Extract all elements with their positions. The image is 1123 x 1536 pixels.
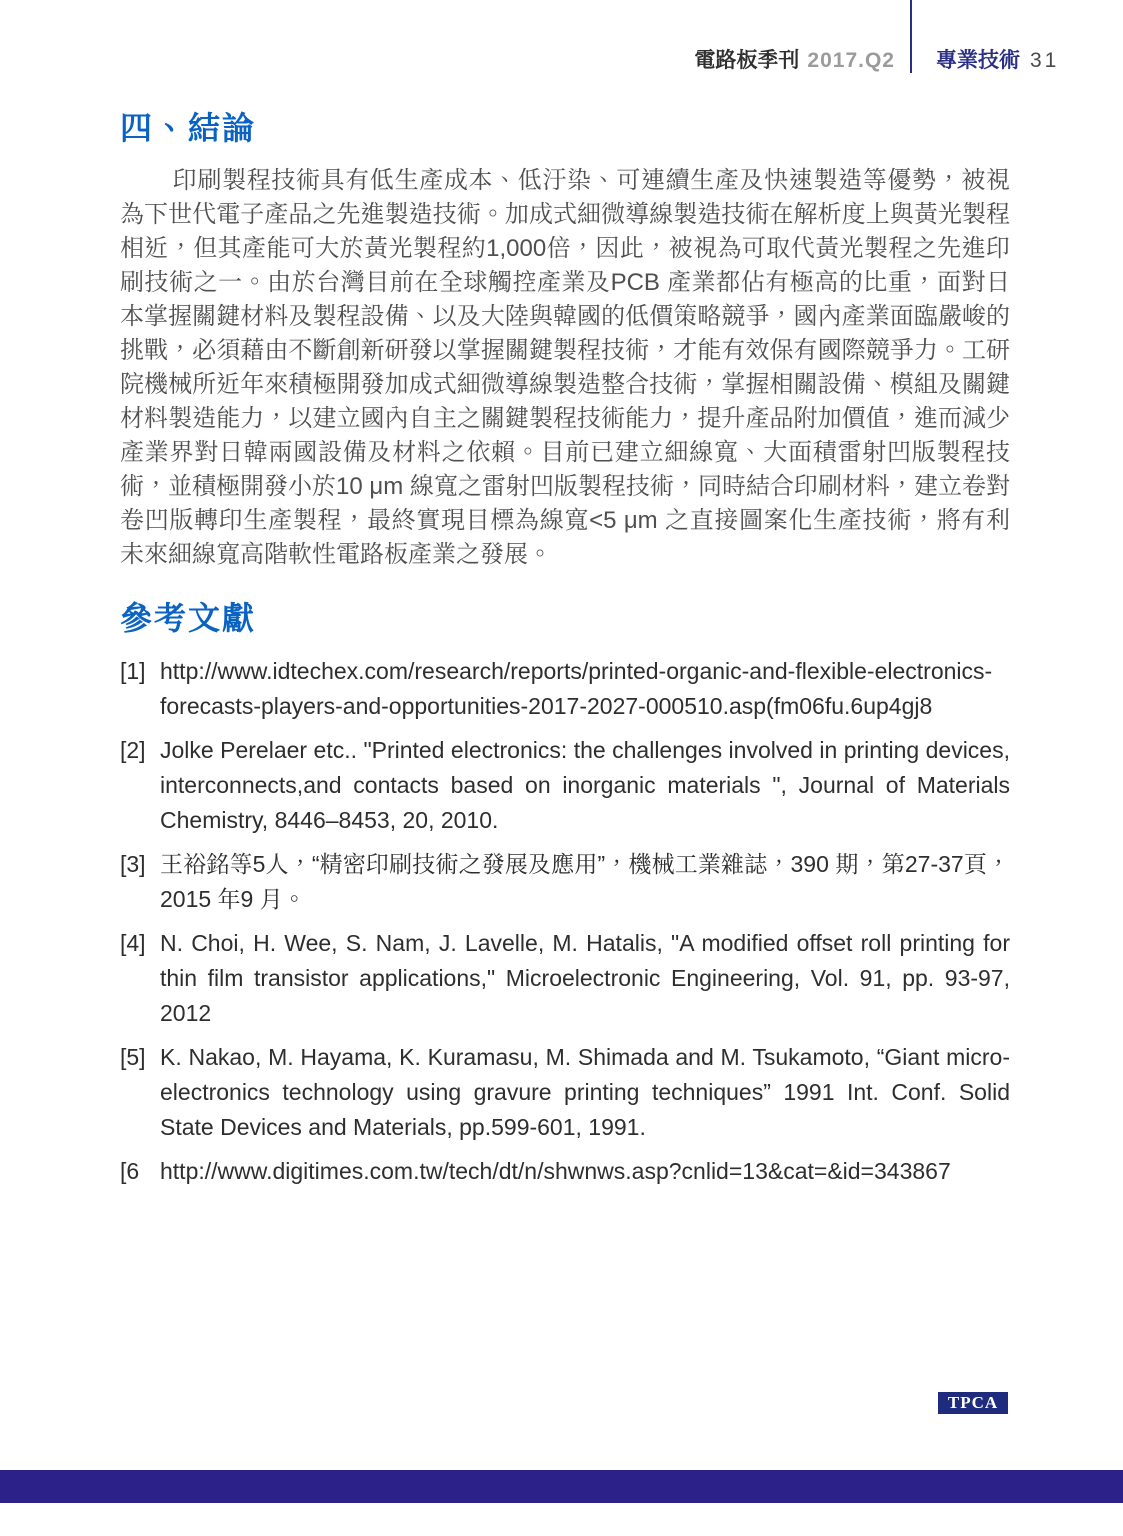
footer-bar [0, 1470, 1123, 1503]
reference-item [120, 654, 1010, 724]
references-heading: 參考文獻 [120, 600, 257, 636]
conclusion-paragraph: 印刷製程技術具有低生產成本、低汙染、可連續生產及快速製造等優勢，被視為下世代電子產品之先進製造技術。加成式細微導線製造技術在解析度上與黃光製程相近，但其產能可大於黃光製程約1,000倍，因此，被視為可取代黃光製程之先進印刷技術之一。由於台灣目前在全球觸控產業及PCB 產業都佔有極高的比重，面對日本掌握關鍵材料及製程設備、以及大陸與韓國的低價策略競爭，國內產業面臨嚴峻的挑戰，必須藉由不斷創新研發以掌握關鍵製程技術，才能有效保有國際競爭力。工研院機械所近年來積極開發加成式細微導線製造整合技術，掌握相關設備、模組及關鍵材料製造能力，以建立國內自主之關鍵製程技術能力，提升產品附加價值，進而減少產業界對日韓兩國設備及材料之依賴。目前已建立細線寬、大面積雷射凹版製程技術，並積極開發小於10 μm 線寬之雷射凹版製程技術，同時結合印刷材料，建立卷對卷凹版轉印生產製程，最終實現目標為線寬<5 μm 之直接圖案化生產技術，將有利未來細線寬高階軟性電路板產業之發展。 [120, 167, 1010, 568]
reference-item [120, 847, 1010, 917]
page-header-right [936, 44, 1059, 74]
issue-label: 2017.Q2 [807, 49, 895, 72]
reference-item [120, 733, 1010, 838]
reference-marker: [6 [120, 1158, 140, 1184]
reference-text: http://www.idtechex.com/research/reports/printed-organic-and-flexible-electronics-forecasts-players-and-opportunities-2017-2027-000510.asp(fm06fu.6up4gj8 [160, 658, 993, 719]
reference-text: Jolke Perelaer etc.. "Printed electronics: the challenges involved in printing devices, interconnects,and contacts based on inorganic materials ", Journal of Materials Chemistry, 8446–8453, 20, 2010. [160, 737, 1010, 833]
reference-list [120, 654, 1010, 1189]
reference-text: K. Nakao, M. Hayama, K. Kuramasu, M. Shimada and M. Tsukamoto, “Giant micro-electronics technology using gravure printing techniques” 1991 Int. Conf. Solid State Devices and Materials, pp.599-601, 1991. [160, 1044, 1010, 1140]
reference-marker: [1] [120, 658, 146, 684]
section-label: 專業技術 [936, 49, 1020, 72]
reference-item [120, 1040, 1010, 1145]
reference-marker: [5] [120, 1044, 146, 1070]
reference-text: N. Choi, H. Wee, S. Nam, J. Lavelle, M. Hatalis, "A modified offset roll printing for thin film transistor applications," Microelectronic Engineering, Vol. 91, pp. 93-97, 2012 [160, 930, 1010, 1026]
tpca-logo: TPCA [938, 1392, 1008, 1414]
reference-item [120, 926, 1010, 1031]
page-header-left [694, 44, 895, 74]
reference-marker: [2] [120, 737, 146, 763]
reference-item [120, 1154, 1010, 1189]
reference-text: 王裕銘等5人，“精密印刷技術之發展及應用”，機械工業雜誌，390 期，第27-37頁，2015 年9 月。 [160, 851, 1010, 912]
main-content [120, 108, 1010, 1198]
journal-title: 電路板季刊 [694, 49, 800, 72]
conclusion-heading: 四、結論 [120, 110, 257, 146]
reference-marker: [4] [120, 930, 146, 956]
reference-marker: [3] [120, 851, 146, 877]
reference-text: http://www.digitimes.com.tw/tech/dt/n/shwnws.asp?cnlid=13&cat=&id=343867 [160, 1158, 951, 1184]
page-number: 31 [1030, 49, 1060, 72]
header-divider-line [910, 0, 912, 73]
